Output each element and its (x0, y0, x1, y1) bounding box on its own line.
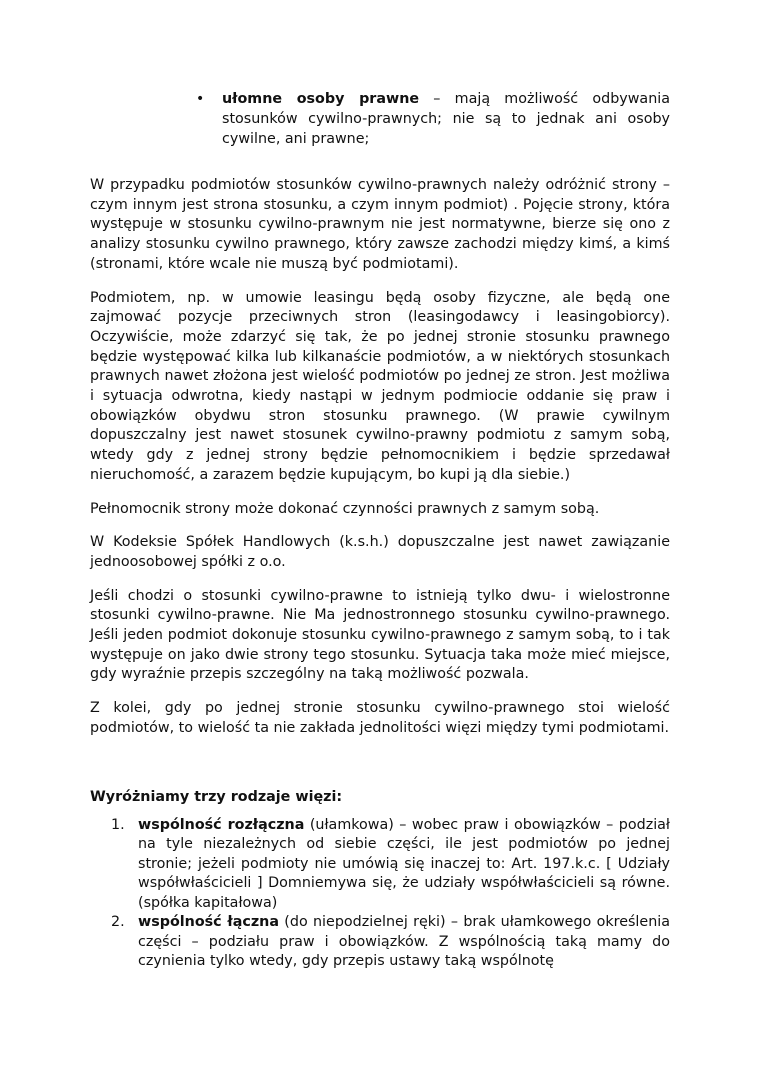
list-number: 1. (111, 816, 125, 833)
paragraph-pelnomocnik: Pełnomocnik strony może dokonać czynności prawnych z samym sobą. (90, 500, 600, 517)
paragraph-stosunki: Jeśli chodzi o stosunki cywilno-prawne to istnieją tylko dwu- i wielostronne stosunki cywilno-prawne. Nie Ma jednostronnego stosunku cywilno-prawnego. Jeśli jeden podmiot dokonuje stosunku cywilno-prawnego z samym sobą, to i tak występuje on jako dwie strony tego stosunku. Sytuacja taka może mieć miejsce, gdy wyraźnie przepis szczególny na taką możliwość pozwala. (90, 587, 670, 683)
paragraph-podmiotem: Podmiotem, np. w umowie leasingu będą osoby fizyczne, ale będą one zajmować pozycje przeciwnych stron (leasingodawcy i leasingobiorcy). Oczywiście, może zdarzyć się tak, że po jednej stronie stosunku prawnego będzie występować kilka lub kilkanaście podmiotów, a w niektórych stosunkach prawnych nawet złożona jest wielość podmiotów po jednej ze stron. Jest możliwa i sytuacja odwrotna, kiedy nastąpi w jednym podmiocie oddanie się praw i obowiązków obydwu stron stosunku prawnego. (W prawie cywilnym dopuszczalny jest nawet stosunek cywilno-prawny podmiotu z samym sobą, wtedy gdy z jednej strony będzie pełnomocnikiem i będzie sprzedawał nieruchomość, a zarazem będzie kupującym, bo kupi ją dla siebie.) (90, 289, 670, 483)
bullet-icon: • (196, 91, 205, 107)
section-heading: Wyróżniamy trzy rodzaje więzi: (90, 788, 343, 805)
document-body (90, 176, 670, 972)
list-item (90, 816, 670, 914)
list-text: (do niepodzielnej ręki) – brak ułamkowego określenia części – podziału praw i obowiązków. Z wspólnością taką mamy do czynienia tylko wtedy, gdy przepis ustawy taką wspólnotę (138, 914, 670, 970)
list-item (90, 913, 670, 972)
paragraph-ksh: W Kodeksie Spółek Handlowych (k.s.h.) dopuszczalne jest nawet zawiązanie jednoosobowej spółki z o.o. (90, 534, 670, 570)
list-number: 2. (111, 914, 125, 931)
bullet-term: ułomne osoby prawne (222, 91, 420, 107)
top-bullet-list (196, 89, 670, 149)
list-text: (ułamkowa) – wobec praw i obowiązków – podział na tyle niezależnych od siebie części, ile jest podmiotów po jednej stronie; jeżeli podmioty nie umówią się inaczej to: Art. 197.k.c. [ Udziały współwłaścicieli ] Domniemywa się, że udziały współwłaścicieli są równe. (spółka kapitałowa) (138, 816, 670, 911)
paragraph-strony: W przypadku podmiotów stosunków cywilno-prawnych należy odróżnić strony – czym innym jest strona stosunku, a czym innym podmiot) . Pojęcie strony, która występuje w stosunku cywilno-prawnym nie jest normatywne, bierze się ono z analizy stosunku cywilno prawnego, który zawsze zachodzi między kimś, a kimś (stronami, które wcale nie muszą być podmiotami). (90, 177, 670, 272)
bullet-text: – mają możliwość odbywania stosunków cywilno-prawnych; nie są to jednak ani osoby cywilne, ani prawne; (222, 91, 670, 147)
paragraph-z-kolei: Z kolei, gdy po jednej stronie stosunku cywilno-prawnego stoi wielość podmiotów, to wielość ta nie zakłada jednolitości więzi między tymi podmiotami. (90, 700, 670, 736)
numbered-list (90, 816, 670, 972)
bullet-item (196, 89, 670, 149)
list-term: wspólność rozłączna (138, 816, 305, 833)
list-term: wspólność łączna (138, 914, 279, 931)
